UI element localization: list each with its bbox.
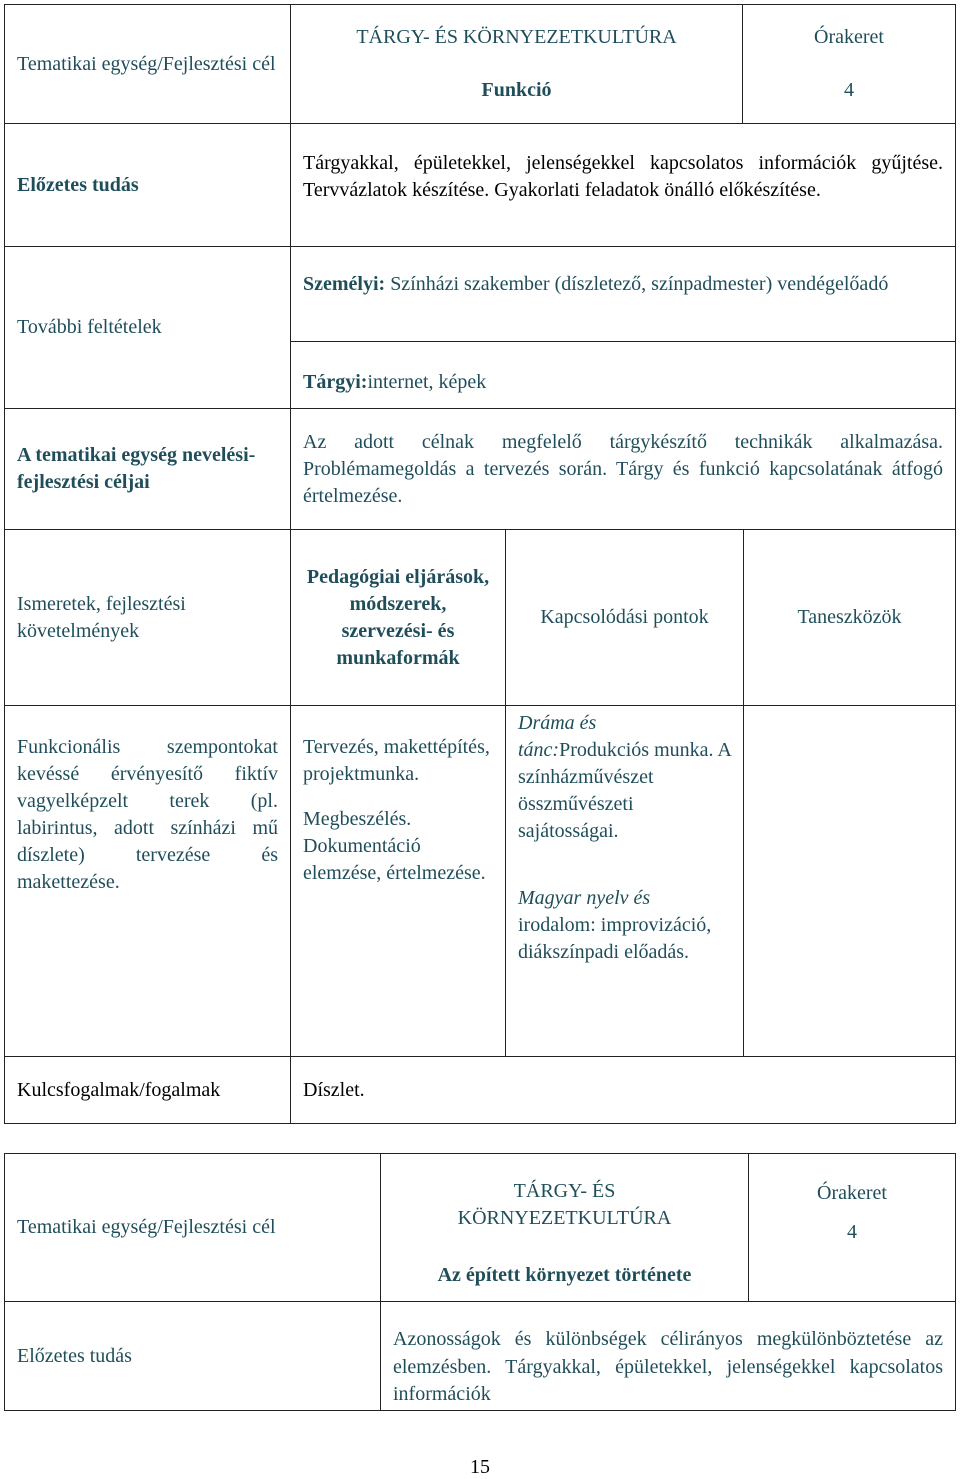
t1-prior-label: Előzetes tudás bbox=[17, 173, 139, 196]
t1-conditions-label: További feltételek bbox=[17, 316, 162, 338]
t1-header-label bbox=[4, 4, 291, 124]
t1-col3-p1-italic: Dráma és tánc: bbox=[518, 712, 597, 761]
page-number: 15 bbox=[470, 1456, 490, 1478]
t1-prior-label-cell bbox=[4, 123, 291, 247]
t1-col3-p2-italic: Magyar nyelv és bbox=[518, 887, 651, 909]
t1-material-label: Tárgyi: bbox=[303, 371, 368, 393]
t1-col1-content-text: Funkcionális szempontokat kevéssé érvényesítő fiktív vagyelképzelt terek (pl. labirintus, adott színházi mű díszlete) tervezése és makettezése. bbox=[17, 736, 278, 893]
t1-goals-text-cell bbox=[290, 408, 956, 530]
t1-goals-label-cell bbox=[4, 408, 291, 530]
t1-col1-content bbox=[4, 705, 291, 1057]
t1-keywords-label: Kulcsfogalmak/fogalmak bbox=[17, 1078, 221, 1101]
t1-prior-text: Tárgyakkal, épületekkel, jelenségekkel kapcsolatos információk gyűjtése. Tervvázlatok készítése. Gyakorlati feladatok önálló előkészítése. bbox=[303, 152, 943, 201]
t1-header-title: TÁRGY- ÉS KÖRNYEZETKULTÚRA bbox=[356, 26, 677, 48]
t1-prior-text-cell bbox=[290, 123, 956, 247]
t1-col4-header-text: Taneszközök bbox=[797, 606, 902, 628]
t1-conditions-material bbox=[303, 369, 943, 396]
t1-col4-content bbox=[743, 705, 956, 1057]
t1-personal-label: Személyi: bbox=[303, 273, 386, 295]
t1-col3-p1-text: Produkciós munka. A színházművészet összművészeti sajátosságai. bbox=[518, 739, 731, 842]
t1-conditions-label-cell bbox=[4, 246, 291, 409]
t2-hours-value: 4 bbox=[847, 1221, 857, 1243]
t1-header-subtitle: Funkció bbox=[481, 79, 552, 101]
t2-prior-text: Azonosságok és különbségek célirányos megkülönböztetése az elemzésben. Tárgyakkal, épületekkel, jelenségekkel kapcsolatos információk bbox=[393, 1328, 943, 1406]
t1-conditions-material-cell bbox=[290, 341, 956, 409]
t1-keywords-text: Díszlet. bbox=[303, 1078, 365, 1101]
t1-col3-header-text: Kapcsolódási pontok bbox=[540, 606, 709, 628]
t1-hours-value: 4 bbox=[844, 79, 854, 101]
t1-goals-text: Az adott célnak megfelelő tárgykészítő technikák alkalmazása. Problémamegoldás a tervezés során. Tárgy és funkció kapcsolatának átfogó értelmezése. bbox=[303, 430, 943, 507]
t1-goals-label: A tematikai egység nevelési-fejlesztési céljai bbox=[17, 444, 256, 493]
t2-prior-label-cell bbox=[4, 1301, 381, 1411]
t1-col2-header-text: Pedagógiai eljárások, módszerek, szervezési- és munkaformák bbox=[306, 565, 490, 669]
t1-col3-content bbox=[505, 705, 744, 1057]
t2-header-label-text: Tematikai egység/Fejlesztési cél bbox=[17, 1216, 276, 1238]
t2-header-label bbox=[4, 1153, 381, 1302]
t1-conditions-personal-cell bbox=[290, 246, 956, 342]
t1-col1-header bbox=[4, 529, 291, 706]
t2-header-title: TÁRGY- ÉS KÖRNYEZETKULTÚRA bbox=[457, 1180, 672, 1229]
t2-header-hours-cell bbox=[748, 1153, 956, 1302]
t1-col2-content-p2: Megbeszélés. Dokumentáció elemzése, értelmezése. bbox=[303, 808, 486, 884]
t1-header-title-cell bbox=[290, 4, 743, 124]
t2-hours-label: Órakeret bbox=[817, 1182, 887, 1204]
t1-keywords-label-cell bbox=[4, 1056, 291, 1124]
t1-col2-header bbox=[290, 529, 506, 706]
t1-col2-content-p1: Tervezés, makettépítés, projektmunka. bbox=[303, 736, 490, 785]
t1-col3-header bbox=[505, 529, 744, 706]
t2-header-title-cell bbox=[380, 1153, 749, 1302]
t1-col3-p2-text: irodalom: improvizáció, diákszínpadi előadás. bbox=[518, 914, 712, 963]
t1-col3-content-p2 bbox=[518, 885, 731, 966]
t1-header-hours-cell bbox=[742, 4, 956, 124]
t1-personal-text: Színházi szakember (díszletező, színpadmester) vendégelőadó bbox=[385, 273, 889, 295]
t1-header-label-text: Tematikai egység/Fejlesztési cél bbox=[17, 52, 276, 75]
t2-prior-label: Előzetes tudás bbox=[17, 1344, 132, 1367]
t1-conditions-personal bbox=[303, 271, 943, 298]
t2-header-subtitle: Az épített környezet története bbox=[437, 1264, 692, 1286]
t1-hours-label: Órakeret bbox=[814, 26, 884, 48]
t1-col4-header bbox=[743, 529, 956, 706]
t1-col3-content-p1 bbox=[518, 710, 731, 845]
t1-col1-header-text: Ismeretek, fejlesztési követelmények bbox=[17, 592, 186, 642]
t2-prior-text-cell bbox=[380, 1301, 956, 1411]
t1-material-text: internet, képek bbox=[367, 371, 487, 393]
t1-col2-content bbox=[290, 705, 506, 1057]
t1-keywords-text-cell bbox=[290, 1056, 956, 1124]
